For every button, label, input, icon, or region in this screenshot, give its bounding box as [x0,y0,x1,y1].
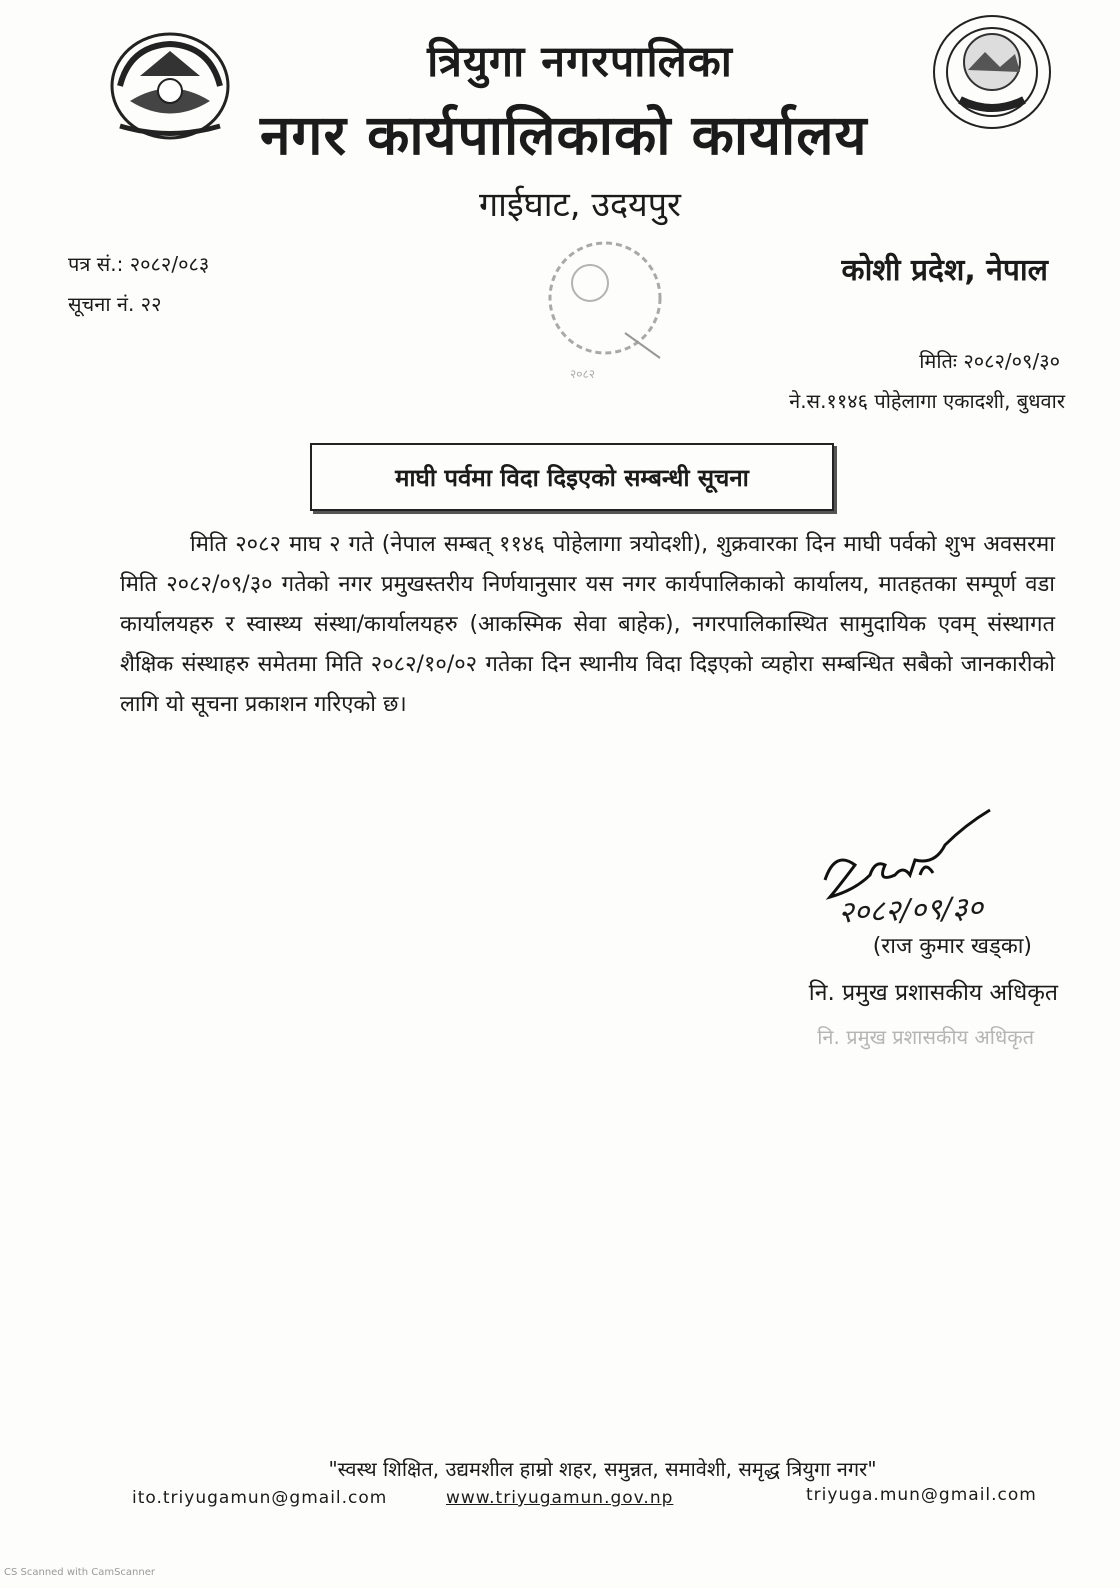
signature-handwritten-date: २०८२/०९/३० [837,890,984,931]
notice-number: सूचना नं. २२ [68,292,162,316]
signatory-title: नि. प्रमुख प्रशासकीय अधिकृत [808,980,1058,1006]
letter-number: पत्र सं.: २०८२/०८३ [68,252,210,276]
camscanner-watermark: CS Scanned with CamScanner [4,1567,155,1578]
notice-title: माघी पर्वमा विदा दिइएको सम्बन्धी सूचना [395,463,749,492]
svg-text:२०८२: २०८२ [570,367,595,381]
signatory-name: (राज कुमार खड्का) [872,934,1032,959]
notice-body: मिति २०८२ माघ २ गते (नेपाल सम्बत् ११४६ पोहेलागा त्रयोदशी), शुक्रवारका दिन माघी पर्वको शुभ अवसरमा मिति २०८२/०९/३० गतेको नगर प्रमुखस्तरीय निर्णयानुसार यस नगर कार्यपालिकाको कार्यालय, मातहतका सम्पूर्ण वडा कार्यालयहरु र स्वास्थ्य संस्था/कार्यालयहरु (आकस्मिक सेवा बाहेक), नगरपालिकास्थित सामुदायिक एवम् संस्थागत शैक्षिक संस्थाहरु समेतमा मिति २०८२/१०/०२ गतेका दिन स्थानीय विदा दिइएको व्यहोरा सम्बन्धित सबैको जानकारीको लागि यो सूचना प्रकाशन गरिएको छ। [120,532,1055,717]
office-address: गाईघाट, उदयपुर [479,185,681,225]
faded-designation-stamp: नि. प्रमुख प्रशासकीय अधिकृत [817,1025,1034,1049]
footer-email-right[interactable]: triyuga.mun@gmail.com [806,1485,1037,1505]
footer-website-link[interactable]: www.triyugamun.gov.np [446,1488,674,1508]
office-title: नगर कार्यपालिकाको कार्यालय [260,103,868,167]
nepal-sambat-date: ने.स.११४६ पोहेलागा एकादशी, बुधवार [789,389,1065,413]
province-name: कोशी प्रदेश, नेपाल [841,253,1048,288]
office-seal-stamp [530,238,680,398]
footer-email-left[interactable]: ito.triyugamun@gmail.com [132,1488,388,1508]
municipality-name: त्रियुगा नगरपालिका [427,37,733,87]
municipality-slogan: "स्वस्थ शिक्षित, उद्यमशील हाम्रो शहर, समुन्नत, समावेशी, समृद्ध त्रियुगा नगर" [328,1457,877,1481]
notice-date: मितिः २०८२/०९/३० [919,349,1060,373]
notice-title-box [310,443,834,511]
